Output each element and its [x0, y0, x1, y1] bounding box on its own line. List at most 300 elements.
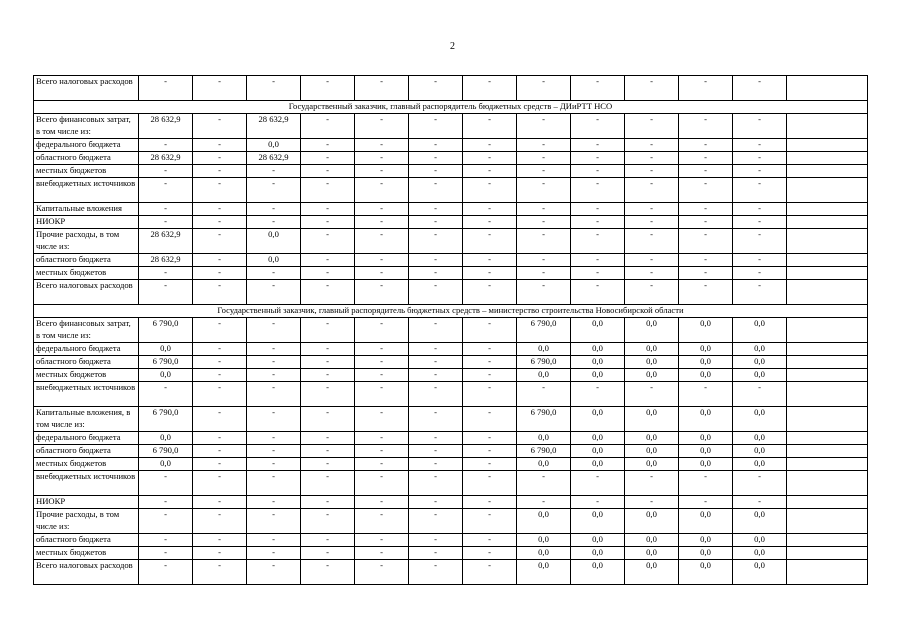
table-cell: - [247, 534, 301, 547]
table-cell: - [301, 139, 355, 152]
row-label: областного бюджета [34, 534, 139, 547]
table-row [34, 254, 868, 267]
row-label: НИОКР [34, 496, 139, 509]
table-cell [787, 254, 868, 267]
table-cell: - [193, 229, 247, 254]
table-cell: 0,0 [247, 139, 301, 152]
table-cell: - [463, 534, 517, 547]
table-cell: - [355, 139, 409, 152]
table-cell: - [301, 280, 355, 305]
table-cell: - [139, 509, 193, 534]
table-cell: - [247, 318, 301, 343]
table-cell: - [517, 471, 571, 496]
table-cell [787, 471, 868, 496]
table-cell: - [625, 114, 679, 139]
table-cell: 0,0 [571, 343, 625, 356]
table-cell: - [247, 369, 301, 382]
table-cell: - [355, 432, 409, 445]
table-cell: 28 632,9 [139, 152, 193, 165]
table-cell: 0,0 [733, 343, 787, 356]
table-cell [787, 407, 868, 432]
table-cell [787, 152, 868, 165]
table-cell: 0,0 [679, 547, 733, 560]
table-cell: - [355, 509, 409, 534]
table-cell: - [247, 509, 301, 534]
table-cell: 0,0 [139, 432, 193, 445]
table-cell: - [355, 445, 409, 458]
table-cell: - [355, 560, 409, 585]
table-row [34, 356, 868, 369]
section-header-row [34, 101, 868, 114]
table-cell: 0,0 [571, 509, 625, 534]
table-cell: 28 632,9 [139, 254, 193, 267]
table-cell: - [679, 229, 733, 254]
table-cell: - [247, 267, 301, 280]
table-cell [787, 203, 868, 216]
table-cell: 0,0 [625, 445, 679, 458]
table-cell: - [193, 458, 247, 471]
table-cell: - [409, 216, 463, 229]
table-cell: - [463, 76, 517, 101]
table-cell: - [301, 216, 355, 229]
section-header-row [34, 305, 868, 318]
table-cell: - [409, 267, 463, 280]
table-row [34, 471, 868, 496]
table-cell: - [139, 165, 193, 178]
row-label: федерального бюджета [34, 139, 139, 152]
table-cell [787, 229, 868, 254]
table-cell: - [679, 178, 733, 203]
table-cell: - [571, 254, 625, 267]
table-cell: - [463, 114, 517, 139]
table-cell: - [301, 114, 355, 139]
table-cell: - [193, 165, 247, 178]
table-cell: - [517, 114, 571, 139]
table-cell: - [625, 267, 679, 280]
table-cell: - [409, 343, 463, 356]
table-cell: - [193, 280, 247, 305]
table-cell: - [733, 267, 787, 280]
table-cell: 0,0 [679, 369, 733, 382]
table-cell: - [193, 318, 247, 343]
table-cell: - [355, 178, 409, 203]
table-cell: - [355, 76, 409, 101]
table-cell: 0,0 [247, 254, 301, 267]
table-cell: - [679, 254, 733, 267]
table-cell: 0,0 [733, 458, 787, 471]
table-cell: - [355, 407, 409, 432]
table-cell: - [517, 254, 571, 267]
table-cell: 0,0 [679, 318, 733, 343]
table-cell: - [355, 356, 409, 369]
table-cell: 0,0 [517, 369, 571, 382]
table-cell: - [139, 139, 193, 152]
table-cell: - [733, 114, 787, 139]
table-cell: - [463, 369, 517, 382]
row-label: местных бюджетов [34, 267, 139, 280]
table-cell: - [301, 509, 355, 534]
row-label: федерального бюджета [34, 343, 139, 356]
table-cell: - [301, 76, 355, 101]
table-cell: - [355, 458, 409, 471]
row-label: областного бюджета [34, 254, 139, 267]
table-cell: - [301, 496, 355, 509]
table-cell: - [139, 203, 193, 216]
table-cell: - [193, 139, 247, 152]
table-cell [787, 114, 868, 139]
table-cell: - [409, 471, 463, 496]
table-cell: - [409, 318, 463, 343]
table-cell: - [355, 114, 409, 139]
table-cell: - [625, 471, 679, 496]
table-cell: 0,0 [625, 343, 679, 356]
table-cell: - [355, 203, 409, 216]
table-cell: 0,0 [625, 509, 679, 534]
table-cell: 0,0 [733, 318, 787, 343]
table-cell: - [355, 216, 409, 229]
table-cell: - [463, 343, 517, 356]
table-cell: - [247, 382, 301, 407]
table-cell [787, 458, 868, 471]
table-row [34, 203, 868, 216]
table-cell: - [247, 560, 301, 585]
table-cell: - [247, 458, 301, 471]
row-label: областного бюджета [34, 445, 139, 458]
table-row [34, 139, 868, 152]
row-label: Капитальные вложения, в том числе из: [34, 407, 139, 432]
table-cell: - [247, 471, 301, 496]
table-cell [787, 139, 868, 152]
table-cell: 6 790,0 [139, 445, 193, 458]
table-cell: - [625, 496, 679, 509]
table-cell: - [571, 267, 625, 280]
table-cell: - [409, 229, 463, 254]
table-cell: - [733, 229, 787, 254]
row-label: Капитальные вложения [34, 203, 139, 216]
table-cell: - [679, 280, 733, 305]
table-cell: - [571, 165, 625, 178]
table-cell: - [247, 165, 301, 178]
table-cell: - [355, 534, 409, 547]
table-cell: - [409, 382, 463, 407]
table-cell: - [463, 229, 517, 254]
table-row [34, 496, 868, 509]
table-cell: - [355, 471, 409, 496]
table-cell: - [679, 165, 733, 178]
table-cell [787, 76, 868, 101]
table-cell: - [463, 509, 517, 534]
table-cell: - [463, 407, 517, 432]
table-cell: - [517, 216, 571, 229]
table-row [34, 458, 868, 471]
table-cell: 0,0 [679, 407, 733, 432]
table-cell: - [193, 267, 247, 280]
table-cell: 0,0 [679, 343, 733, 356]
table-cell: - [679, 76, 733, 101]
table-cell: - [247, 280, 301, 305]
table-cell: 0,0 [679, 356, 733, 369]
table-cell: - [193, 471, 247, 496]
table-row [34, 369, 868, 382]
table-cell: 0,0 [625, 318, 679, 343]
table-row [34, 343, 868, 356]
table-cell: - [733, 165, 787, 178]
table-cell: - [625, 254, 679, 267]
table-cell: - [625, 280, 679, 305]
row-label: местных бюджетов [34, 165, 139, 178]
row-label: федерального бюджета [34, 432, 139, 445]
table-cell: - [463, 280, 517, 305]
table-cell: - [571, 152, 625, 165]
table-cell [787, 432, 868, 445]
table-cell: - [301, 343, 355, 356]
table-cell: - [517, 267, 571, 280]
table-cell: - [355, 229, 409, 254]
table-cell: 0,0 [733, 560, 787, 585]
table-cell: - [679, 114, 733, 139]
table-cell: - [193, 534, 247, 547]
table-cell: - [625, 152, 679, 165]
table-cell: 28 632,9 [247, 152, 301, 165]
section-title: Государственный заказчик, главный распорядитель бюджетных средств – министерство строительства Новосибирской области [34, 305, 868, 318]
table-cell: - [139, 178, 193, 203]
table-cell: - [193, 152, 247, 165]
table-cell: - [679, 382, 733, 407]
table-cell: - [247, 356, 301, 369]
table-cell: - [463, 560, 517, 585]
table-cell: - [355, 318, 409, 343]
table-cell: - [679, 496, 733, 509]
row-label: Всего финансовых затрат, в том числе из: [34, 318, 139, 343]
table-cell: - [625, 139, 679, 152]
row-label: Всего налоговых расходов [34, 560, 139, 585]
table-cell [787, 280, 868, 305]
table-row [34, 407, 868, 432]
table-cell: 6 790,0 [517, 445, 571, 458]
table-cell: - [193, 356, 247, 369]
table-cell: 0,0 [517, 458, 571, 471]
table-cell: - [139, 216, 193, 229]
table-cell: - [409, 496, 463, 509]
table-cell [787, 547, 868, 560]
table-cell: 0,0 [139, 343, 193, 356]
table-cell: 0,0 [679, 560, 733, 585]
table-cell [787, 267, 868, 280]
table-cell: - [463, 152, 517, 165]
table-row [34, 114, 868, 139]
table-cell: - [571, 471, 625, 496]
table-row [34, 216, 868, 229]
table-cell: - [733, 203, 787, 216]
table-cell [787, 534, 868, 547]
table-cell: - [409, 114, 463, 139]
table-cell: - [193, 560, 247, 585]
table-row [34, 152, 868, 165]
table-cell: - [193, 343, 247, 356]
table-cell [787, 496, 868, 509]
table-cell: - [625, 229, 679, 254]
table-cell: - [463, 203, 517, 216]
table-cell: - [463, 216, 517, 229]
table-cell: - [139, 280, 193, 305]
table-cell: - [733, 280, 787, 305]
table-cell: - [517, 76, 571, 101]
table-cell: 0,0 [571, 547, 625, 560]
table-cell: - [247, 407, 301, 432]
table-cell: 0,0 [625, 432, 679, 445]
table-cell: - [463, 547, 517, 560]
table-cell: - [733, 76, 787, 101]
table-cell: - [571, 178, 625, 203]
row-label: внебюджетных источников [34, 178, 139, 203]
table-cell: - [193, 203, 247, 216]
table-cell: - [247, 432, 301, 445]
table-cell: - [193, 432, 247, 445]
table-cell: - [139, 267, 193, 280]
table-cell [787, 165, 868, 178]
table-cell: - [301, 267, 355, 280]
table-cell: - [355, 382, 409, 407]
table-cell: 0,0 [679, 509, 733, 534]
table-cell: - [571, 216, 625, 229]
table-cell: - [409, 254, 463, 267]
table-cell: 0,0 [733, 509, 787, 534]
table-cell: - [409, 139, 463, 152]
table-cell: - [409, 432, 463, 445]
table-cell: 0,0 [571, 369, 625, 382]
table-cell: 0,0 [679, 458, 733, 471]
table-cell: - [247, 547, 301, 560]
table-cell: - [301, 432, 355, 445]
table-cell: 0,0 [625, 407, 679, 432]
table-cell: - [355, 547, 409, 560]
table-cell: - [247, 216, 301, 229]
table-cell: - [409, 369, 463, 382]
table-cell: - [463, 267, 517, 280]
table-cell: - [517, 178, 571, 203]
table-cell: - [301, 471, 355, 496]
table-cell: - [463, 471, 517, 496]
row-label: Прочие расходы, в том числе из: [34, 509, 139, 534]
table-cell: - [733, 152, 787, 165]
table-cell: - [679, 152, 733, 165]
table-cell: - [247, 76, 301, 101]
table-row [34, 382, 868, 407]
table-cell [787, 509, 868, 534]
table-row [34, 267, 868, 280]
table-cell: - [139, 547, 193, 560]
table-cell: - [193, 178, 247, 203]
page-number: 2 [450, 41, 455, 52]
table-row [34, 560, 868, 585]
table-cell: - [517, 139, 571, 152]
table-cell: 0,0 [571, 560, 625, 585]
table-cell: - [625, 165, 679, 178]
table-cell: - [517, 382, 571, 407]
table-cell: 28 632,9 [247, 114, 301, 139]
table-cell: - [517, 203, 571, 216]
table-cell: - [625, 382, 679, 407]
table-cell: - [463, 178, 517, 203]
table-cell: - [301, 356, 355, 369]
row-label: НИОКР [34, 216, 139, 229]
table-cell: 0,0 [733, 534, 787, 547]
table-cell: - [409, 547, 463, 560]
table-cell: - [355, 280, 409, 305]
row-label: Всего финансовых затрат, в том числе из: [34, 114, 139, 139]
table-cell: - [733, 139, 787, 152]
table-cell: - [193, 547, 247, 560]
table-cell: - [463, 254, 517, 267]
table-row [34, 165, 868, 178]
table-cell: - [409, 560, 463, 585]
row-label: внебюджетных источников [34, 382, 139, 407]
table-cell [787, 445, 868, 458]
table-cell: - [571, 203, 625, 216]
table-cell: - [139, 471, 193, 496]
table-cell: - [247, 178, 301, 203]
table-cell: - [409, 407, 463, 432]
table-cell: 0,0 [625, 369, 679, 382]
table-row [34, 432, 868, 445]
table-cell: - [355, 165, 409, 178]
table-cell [787, 343, 868, 356]
table-cell: - [679, 139, 733, 152]
table-cell [787, 216, 868, 229]
table-cell: - [571, 229, 625, 254]
table-cell: - [193, 254, 247, 267]
table-cell: - [571, 496, 625, 509]
table-cell: - [301, 560, 355, 585]
table-cell: - [571, 76, 625, 101]
table-cell: 0,0 [517, 509, 571, 534]
table-cell: 0,0 [247, 229, 301, 254]
table-cell: - [301, 534, 355, 547]
table-cell: - [679, 216, 733, 229]
table-cell: - [247, 445, 301, 458]
table-cell: 0,0 [571, 445, 625, 458]
table-cell: - [679, 203, 733, 216]
table-row [34, 445, 868, 458]
table-cell: - [625, 203, 679, 216]
table-row [34, 178, 868, 203]
table-cell: - [409, 509, 463, 534]
table-cell: 0,0 [517, 534, 571, 547]
table-cell: 6 790,0 [139, 356, 193, 369]
row-label: местных бюджетов [34, 547, 139, 560]
table-cell: - [409, 178, 463, 203]
table-cell: 0,0 [625, 547, 679, 560]
table-cell: - [355, 496, 409, 509]
table-cell: - [463, 165, 517, 178]
table-cell [787, 318, 868, 343]
table-cell: - [409, 280, 463, 305]
table-cell: 0,0 [679, 445, 733, 458]
table-cell: - [679, 471, 733, 496]
table-cell: - [409, 165, 463, 178]
table-cell: - [301, 318, 355, 343]
table-row [34, 509, 868, 534]
table-cell: - [409, 534, 463, 547]
table-cell: - [463, 382, 517, 407]
table-cell: 6 790,0 [517, 407, 571, 432]
table-cell: - [247, 343, 301, 356]
table-cell: 6 790,0 [517, 318, 571, 343]
table-cell: - [193, 216, 247, 229]
table-cell: - [139, 496, 193, 509]
table-cell: - [517, 165, 571, 178]
table-cell: - [571, 139, 625, 152]
